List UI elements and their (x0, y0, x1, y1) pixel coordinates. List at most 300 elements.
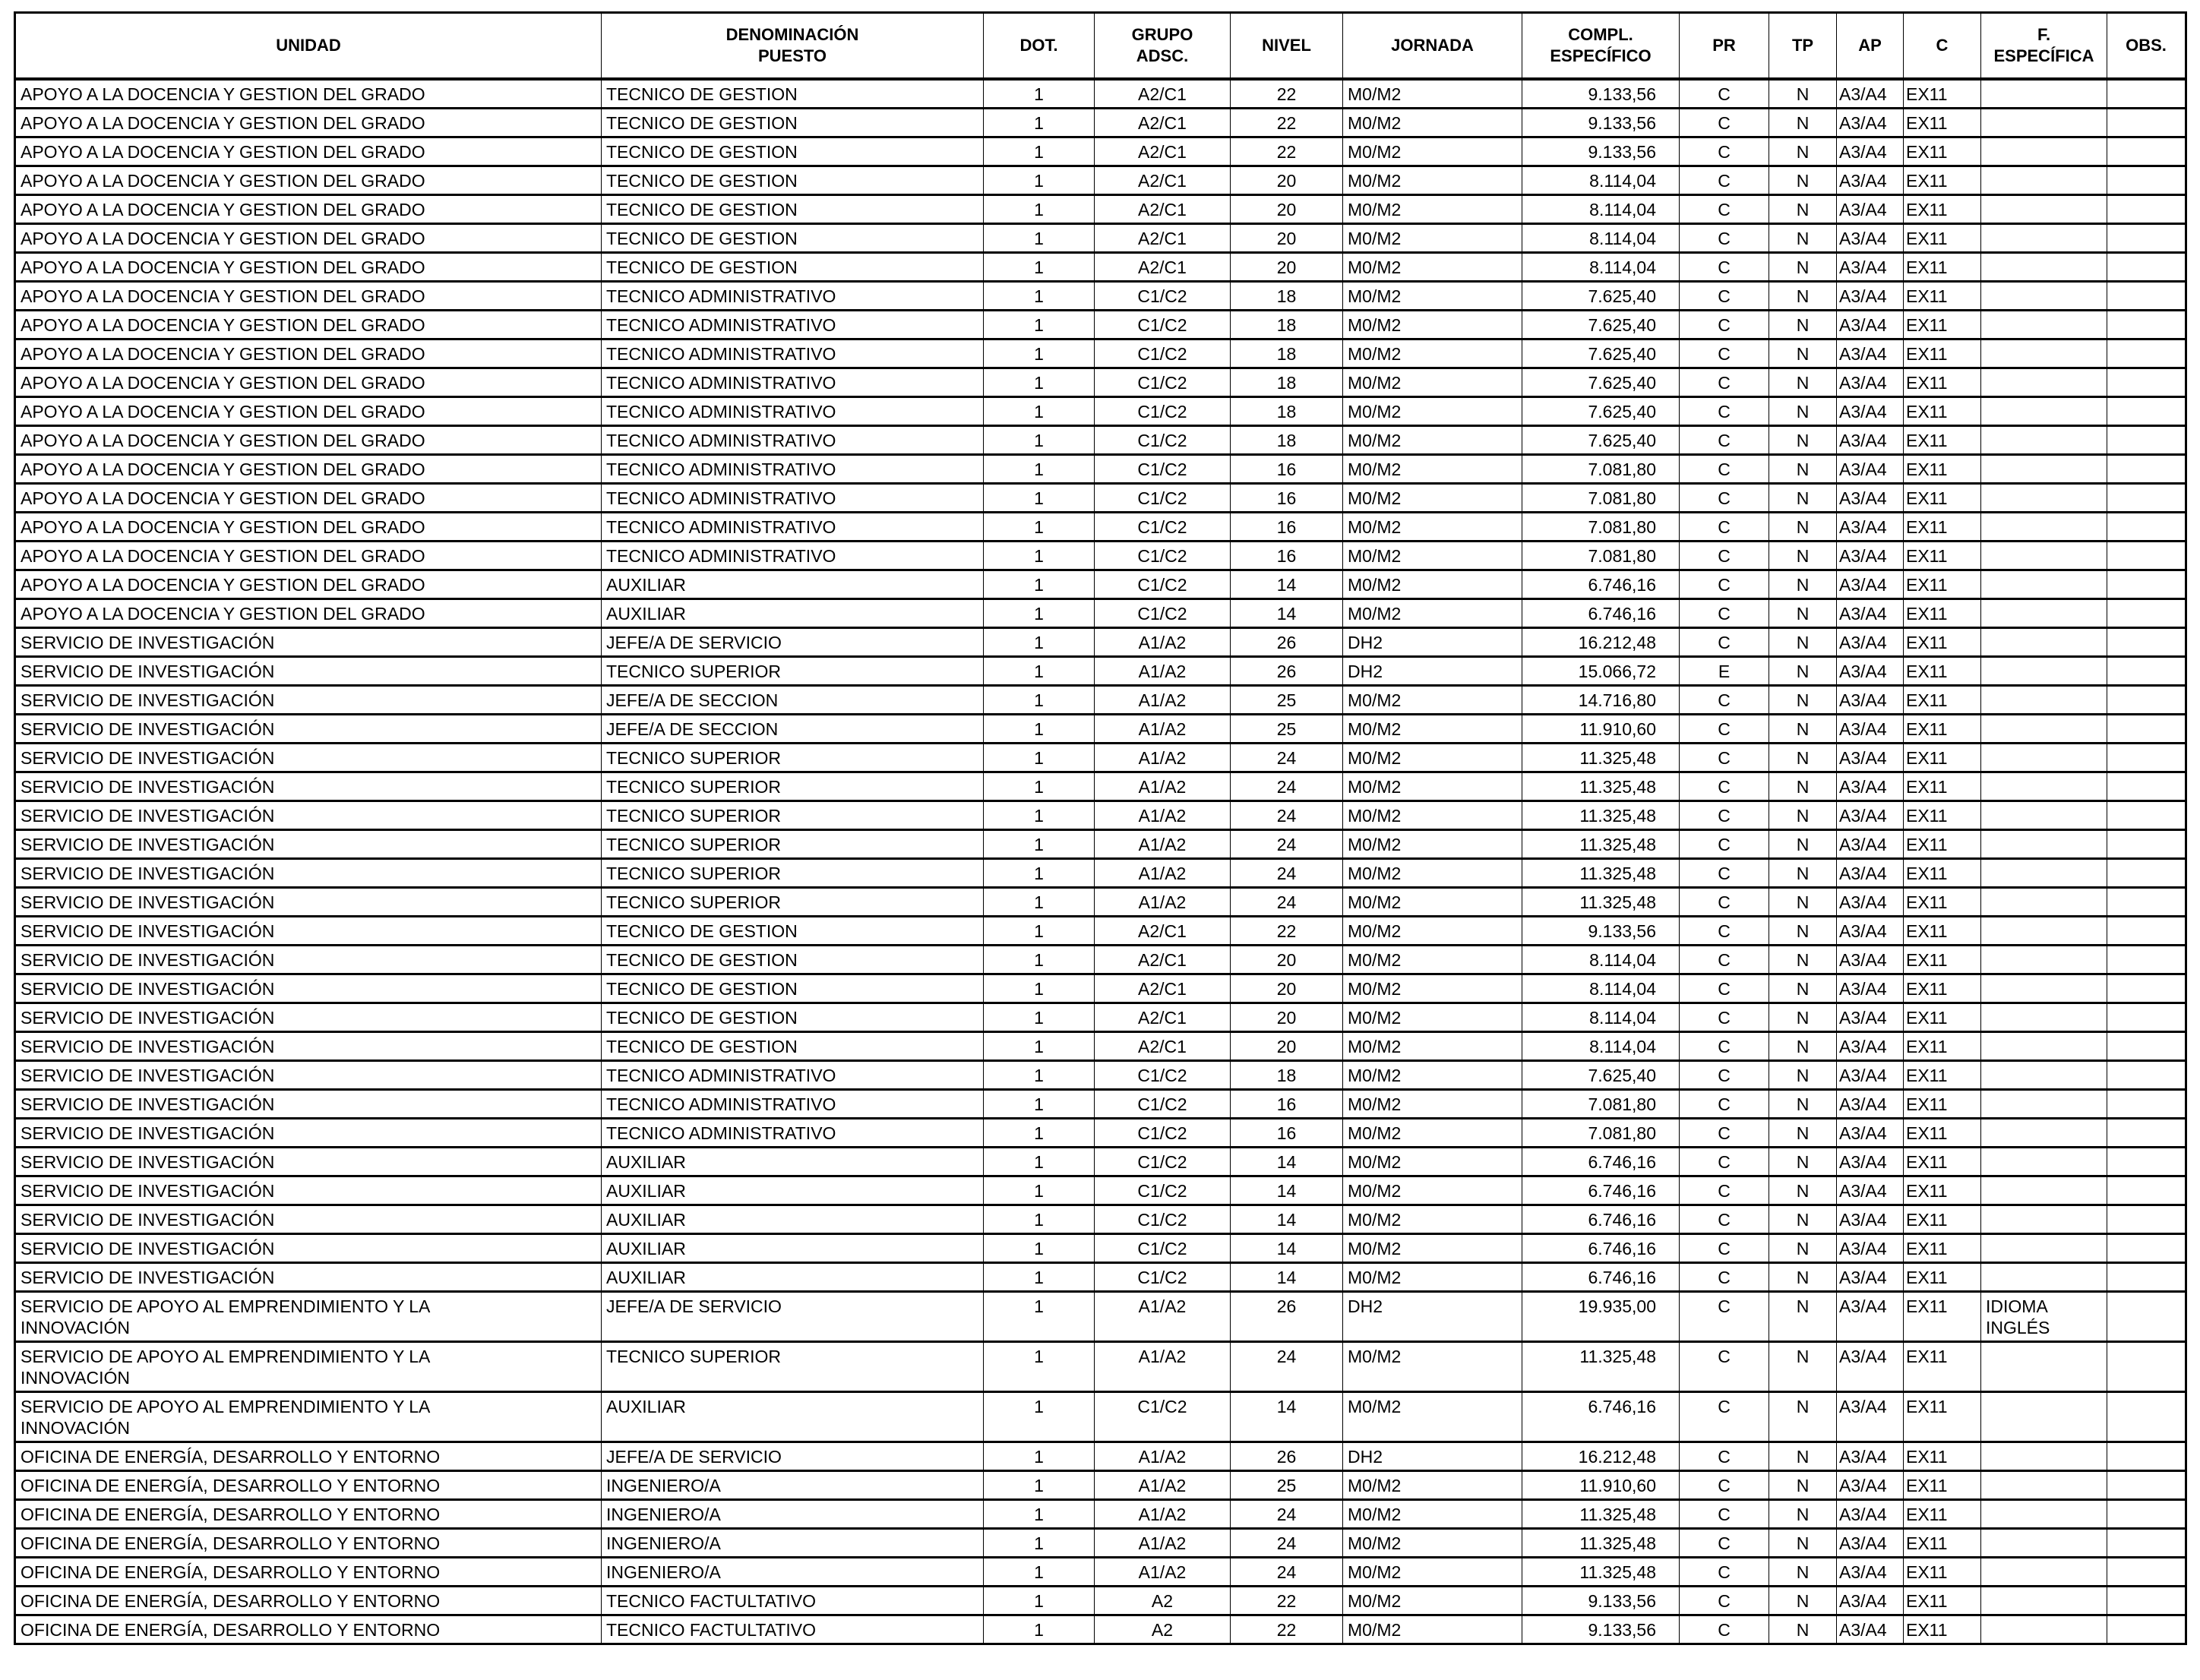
nivel-text: 20 (1276, 257, 1297, 277)
nivel-text: 25 (1276, 1476, 1297, 1495)
cell-c (1904, 1263, 1981, 1292)
cell-unidad (15, 137, 602, 166)
cell-unidad (15, 859, 602, 888)
cell-pr (1680, 657, 1769, 686)
ap-text: A3/A4 (1839, 200, 1887, 219)
cell-unidad (15, 1500, 602, 1529)
cell-obs (2107, 484, 2186, 513)
cell-grupo (1095, 368, 1231, 397)
cell-nivel (1231, 542, 1343, 570)
tp-text: N (1796, 892, 1810, 912)
dot-text: 1 (1034, 748, 1044, 768)
jornada-text: M0/M2 (1348, 113, 1402, 133)
cell-ap (1837, 224, 1904, 253)
cell-unidad (15, 1558, 602, 1587)
dot-text: 1 (1034, 344, 1044, 364)
unidad-text: APOYO A LA DOCENCIA Y GESTION DEL GRADO (21, 113, 425, 133)
cell-jornada (1343, 195, 1522, 224)
cell-obs (2107, 1471, 2186, 1500)
dot-text: 1 (1034, 113, 1044, 133)
cell-pr (1680, 166, 1769, 195)
ap-text: A3/A4 (1839, 1476, 1887, 1495)
cell-pr (1680, 484, 1769, 513)
cell-compl-especifico (1522, 1148, 1680, 1176)
cell-denominacion (602, 339, 984, 368)
cell-nivel (1231, 282, 1343, 311)
table-row (15, 339, 2186, 368)
cell-nivel (1231, 1205, 1343, 1234)
cell-pr (1680, 1061, 1769, 1090)
unidad-text: APOYO A LA DOCENCIA Y GESTION DEL GRADO (21, 344, 425, 364)
c-text: EX11 (1906, 229, 1948, 248)
c-text: EX11 (1906, 1152, 1948, 1172)
c-text: EX11 (1906, 1123, 1948, 1143)
cell-c (1904, 1148, 1981, 1176)
header-tp: TP (1769, 13, 1837, 80)
denominacion-text: TECNICO SUPERIOR (606, 748, 782, 768)
unidad-text: SERVICIO DE INVESTIGACIÓN (21, 864, 275, 883)
cell-denominacion (602, 253, 984, 282)
cell-obs (2107, 1205, 2186, 1234)
cell-jornada (1343, 1148, 1522, 1176)
cell-f-especifica (1981, 484, 2107, 513)
cell-nivel (1231, 1148, 1343, 1176)
cell-denominacion (602, 1032, 984, 1061)
dot-text: 1 (1034, 229, 1044, 248)
compl-especifico-text: 7.081,80 (1588, 1123, 1656, 1143)
cell-dot (984, 830, 1095, 859)
cell-obs (2107, 801, 2186, 830)
ap-text: A3/A4 (1839, 229, 1887, 248)
tp-text: N (1796, 373, 1810, 393)
jornada-text: M0/M2 (1348, 979, 1402, 999)
pr-text: C (1718, 459, 1731, 479)
cell-nivel (1231, 1392, 1343, 1442)
cell-tp (1769, 109, 1837, 137)
tp-text: N (1796, 1008, 1810, 1028)
tp-text: N (1796, 748, 1810, 768)
cell-ap (1837, 888, 1904, 917)
jornada-text: M0/M2 (1348, 1066, 1402, 1085)
pr-text: C (1718, 892, 1731, 912)
cell-tp (1769, 1558, 1837, 1587)
cell-ap (1837, 628, 1904, 657)
dot-text: 1 (1034, 1037, 1044, 1056)
cell-jornada (1343, 282, 1522, 311)
tp-text: N (1796, 1210, 1810, 1230)
nivel-text: 24 (1276, 1562, 1297, 1582)
denominacion-text: INGENIERO/A (606, 1533, 721, 1553)
unidad-text: APOYO A LA DOCENCIA Y GESTION DEL GRADO (21, 373, 425, 393)
table-row (15, 1205, 2186, 1234)
cell-obs (2107, 79, 2186, 109)
pr-text: C (1718, 402, 1731, 422)
denominacion-text: INGENIERO/A (606, 1505, 721, 1524)
compl-especifico-text: 11.325,48 (1579, 806, 1656, 826)
denominacion-text: TECNICO DE GESTION (606, 1037, 798, 1056)
jornada-text: M0/M2 (1348, 1152, 1402, 1172)
cell-compl-especifico (1522, 137, 1680, 166)
pr-text: C (1718, 1397, 1731, 1416)
cell-ap (1837, 1558, 1904, 1587)
cell-denominacion (602, 1119, 984, 1148)
cell-nivel (1231, 1558, 1343, 1587)
c-text: EX11 (1906, 892, 1948, 912)
cell-grupo (1095, 1119, 1231, 1148)
cell-ap (1837, 744, 1904, 772)
cell-f-especifica (1981, 282, 2107, 311)
cell-ap (1837, 397, 1904, 426)
cell-pr (1680, 917, 1769, 946)
nivel-text: 22 (1276, 921, 1297, 941)
cell-unidad (15, 397, 602, 426)
cell-denominacion (602, 1342, 984, 1392)
cell-tp (1769, 1205, 1837, 1234)
tp-text: N (1796, 1268, 1810, 1287)
cell-jornada (1343, 830, 1522, 859)
ap-text: A3/A4 (1839, 690, 1887, 710)
c-text: EX11 (1906, 1591, 1948, 1611)
compl-especifico-text: 7.081,80 (1588, 459, 1656, 479)
c-text: EX11 (1906, 1447, 1948, 1467)
tp-text: N (1796, 84, 1810, 104)
cell-tp (1769, 339, 1837, 368)
cell-pr (1680, 1615, 1769, 1644)
cell-ap (1837, 974, 1904, 1003)
jornada-text: DH2 (1348, 1447, 1383, 1467)
nivel-text: 16 (1276, 1123, 1297, 1143)
cell-tp (1769, 1234, 1837, 1263)
c-text: EX11 (1906, 950, 1948, 970)
cell-obs (2107, 195, 2186, 224)
denominacion-text: TECNICO DE GESTION (606, 979, 798, 999)
unidad-text: SERVICIO DE INVESTIGACIÓN (21, 1210, 275, 1230)
cell-c (1904, 339, 1981, 368)
dot-text: 1 (1034, 777, 1044, 797)
denominacion-text: AUXILIAR (606, 575, 686, 595)
tp-text: N (1796, 402, 1810, 422)
cell-compl-especifico (1522, 339, 1680, 368)
denominacion-text: AUXILIAR (606, 1152, 686, 1172)
cell-jornada (1343, 1392, 1522, 1442)
tp-text: N (1796, 546, 1810, 566)
cell-obs (2107, 628, 2186, 657)
compl-especifico-text: 6.746,16 (1588, 1152, 1656, 1172)
cell-nivel (1231, 455, 1343, 484)
cell-dot (984, 1587, 1095, 1615)
cell-grupo (1095, 1342, 1231, 1392)
cell-pr (1680, 1342, 1769, 1392)
nivel-text: 20 (1276, 171, 1297, 191)
cell-obs (2107, 570, 2186, 599)
cell-ap (1837, 772, 1904, 801)
cell-nivel (1231, 657, 1343, 686)
cell-ap (1837, 311, 1904, 339)
cell-unidad (15, 455, 602, 484)
cell-grupo (1095, 109, 1231, 137)
grupo-text: C1/C2 (1137, 431, 1187, 450)
cell-dot (984, 1119, 1095, 1148)
cell-obs (2107, 1234, 2186, 1263)
cell-grupo (1095, 1442, 1231, 1471)
cell-denominacion (602, 1529, 984, 1558)
cell-grupo (1095, 1176, 1231, 1205)
cell-unidad (15, 253, 602, 282)
cell-dot (984, 339, 1095, 368)
tp-text: N (1796, 517, 1810, 537)
unidad-text: OFICINA DE ENERGÍA, DESARROLLO Y ENTORNO (21, 1533, 441, 1553)
cell-nivel (1231, 859, 1343, 888)
unidad-text: APOYO A LA DOCENCIA Y GESTION DEL GRADO (21, 171, 425, 191)
denominacion-text: INGENIERO/A (606, 1476, 721, 1495)
cell-ap (1837, 657, 1904, 686)
c-text: EX11 (1906, 835, 1948, 854)
pr-text: C (1718, 1562, 1731, 1582)
cell-f-especifica (1981, 1032, 2107, 1061)
cell-compl-especifico (1522, 715, 1680, 744)
cell-f-especifica (1981, 253, 2107, 282)
jornada-text: M0/M2 (1348, 1533, 1402, 1553)
c-text: EX11 (1906, 1620, 1948, 1640)
compl-especifico-text: 8.114,04 (1589, 229, 1656, 248)
pr-text: C (1718, 979, 1731, 999)
cell-c (1904, 1205, 1981, 1234)
cell-c (1904, 1234, 1981, 1263)
ap-text: A3/A4 (1839, 488, 1887, 508)
grupo-text: A2 (1151, 1620, 1174, 1640)
jornada-text: M0/M2 (1348, 1505, 1402, 1524)
table-row (15, 1176, 2186, 1205)
dot-text: 1 (1034, 171, 1044, 191)
cell-jornada (1343, 888, 1522, 917)
cell-c (1904, 599, 1981, 628)
cell-denominacion (602, 1558, 984, 1587)
tp-text: N (1796, 142, 1810, 162)
cell-pr (1680, 888, 1769, 917)
cell-tp (1769, 1392, 1837, 1442)
table-row (15, 888, 2186, 917)
grupo-text: C1/C2 (1137, 546, 1187, 566)
cell-dot (984, 1615, 1095, 1644)
cell-nivel (1231, 1061, 1343, 1090)
cell-c (1904, 1003, 1981, 1032)
cell-c (1904, 1342, 1981, 1392)
denominacion-text: TECNICO ADMINISTRATIVO (606, 546, 836, 566)
cell-nivel (1231, 888, 1343, 917)
unidad-text: OFICINA DE ENERGÍA, DESARROLLO Y ENTORNO (21, 1476, 441, 1495)
cell-grupo (1095, 1587, 1231, 1615)
cell-dot (984, 484, 1095, 513)
cell-f-especifica (1981, 628, 2107, 657)
jornada-text: M0/M2 (1348, 690, 1402, 710)
ap-text: A3/A4 (1839, 719, 1887, 739)
tp-text: N (1796, 459, 1810, 479)
cell-grupo (1095, 542, 1231, 570)
grupo-text: A2 (1151, 1591, 1174, 1611)
dot-text: 1 (1034, 1152, 1044, 1172)
cell-unidad (15, 1234, 602, 1263)
cell-f-especifica (1981, 657, 2107, 686)
cell-denominacion (602, 1061, 984, 1090)
cell-grupo (1095, 859, 1231, 888)
cell-compl-especifico (1522, 195, 1680, 224)
nivel-text: 14 (1276, 1268, 1297, 1287)
cell-denominacion (602, 368, 984, 397)
nivel-text: 16 (1276, 1094, 1297, 1114)
pr-text: C (1718, 229, 1731, 248)
cell-nivel (1231, 224, 1343, 253)
denominacion-text: TECNICO DE GESTION (606, 200, 798, 219)
table-row (15, 628, 2186, 657)
cell-obs (2107, 513, 2186, 542)
ap-text: A3/A4 (1839, 1152, 1887, 1172)
compl-especifico-text: 8.114,04 (1589, 257, 1656, 277)
cell-compl-especifico (1522, 426, 1680, 455)
dot-text: 1 (1034, 286, 1044, 306)
cell-jornada (1343, 570, 1522, 599)
cell-f-especifica (1981, 166, 2107, 195)
header-obs: OBS. (2107, 13, 2186, 80)
grupo-text: C1/C2 (1137, 1152, 1187, 1172)
cell-c (1904, 974, 1981, 1003)
dot-text: 1 (1034, 431, 1044, 450)
table-row (15, 1090, 2186, 1119)
jornada-text: M0/M2 (1348, 142, 1402, 162)
denominacion-text: TECNICO DE GESTION (606, 1008, 798, 1028)
cell-nivel (1231, 628, 1343, 657)
cell-denominacion (602, 1292, 984, 1342)
cell-c (1904, 1558, 1981, 1587)
cell-c (1904, 513, 1981, 542)
cell-grupo (1095, 1263, 1231, 1292)
tp-text: N (1796, 1239, 1810, 1258)
compl-especifico-text: 9.133,56 (1588, 1591, 1656, 1611)
cell-compl-especifico (1522, 830, 1680, 859)
pr-text: C (1718, 806, 1731, 826)
cell-c (1904, 484, 1981, 513)
cell-dot (984, 1090, 1095, 1119)
cell-obs (2107, 1292, 2186, 1342)
tp-text: N (1796, 806, 1810, 826)
jornada-text: M0/M2 (1348, 286, 1402, 306)
cell-compl-especifico (1522, 1032, 1680, 1061)
cell-ap (1837, 859, 1904, 888)
cell-ap (1837, 1148, 1904, 1176)
dot-text: 1 (1034, 402, 1044, 422)
pr-text: C (1718, 1008, 1731, 1028)
pr-text: C (1718, 864, 1731, 883)
compl-especifico-text: 6.746,16 (1588, 1268, 1656, 1287)
cell-jornada (1343, 426, 1522, 455)
cell-obs (2107, 1442, 2186, 1471)
compl-especifico-text: 11.325,48 (1579, 748, 1656, 768)
nivel-text: 24 (1276, 835, 1297, 854)
tp-text: N (1796, 1181, 1810, 1201)
c-text: EX11 (1906, 84, 1948, 104)
unidad-text: APOYO A LA DOCENCIA Y GESTION DEL GRADO (21, 315, 425, 335)
cell-grupo (1095, 628, 1231, 657)
cell-dot (984, 570, 1095, 599)
unidad-text: SERVICIO DE INVESTIGACIÓN (21, 1239, 275, 1258)
cell-c (1904, 801, 1981, 830)
cell-c (1904, 1442, 1981, 1471)
tp-text: N (1796, 257, 1810, 277)
jornada-text: M0/M2 (1348, 257, 1402, 277)
cell-f-especifica (1981, 1587, 2107, 1615)
cell-tp (1769, 1615, 1837, 1644)
c-text: EX11 (1906, 431, 1948, 450)
cell-dot (984, 1032, 1095, 1061)
ap-text: A3/A4 (1839, 662, 1887, 681)
table-row (15, 224, 2186, 253)
cell-compl-especifico (1522, 744, 1680, 772)
compl-especifico-text: 7.625,40 (1588, 315, 1656, 335)
unidad-text: SERVICIO DE INVESTIGACIÓN (21, 1037, 275, 1056)
denominacion-text: TECNICO DE GESTION (606, 921, 798, 941)
cell-f-especifica (1981, 715, 2107, 744)
cell-dot (984, 1471, 1095, 1500)
nivel-text: 24 (1276, 748, 1297, 768)
cell-obs (2107, 657, 2186, 686)
pr-text: C (1718, 1094, 1731, 1114)
cell-compl-especifico (1522, 224, 1680, 253)
ap-text: A3/A4 (1839, 1505, 1887, 1524)
grupo-text: A1/A2 (1138, 1447, 1187, 1467)
cell-denominacion (602, 715, 984, 744)
nivel-text: 24 (1276, 1533, 1297, 1553)
grupo-text: A1/A2 (1138, 806, 1187, 826)
cell-nivel (1231, 339, 1343, 368)
pr-text: C (1718, 373, 1731, 393)
c-text: EX11 (1906, 459, 1948, 479)
denominacion-text: TECNICO ADMINISTRATIVO (606, 1094, 836, 1114)
cell-unidad (15, 1342, 602, 1392)
grupo-text: C1/C2 (1137, 1397, 1187, 1416)
cell-dot (984, 744, 1095, 772)
cell-nivel (1231, 1292, 1343, 1342)
cell-compl-especifico (1522, 1615, 1680, 1644)
cell-unidad (15, 426, 602, 455)
cell-dot (984, 1392, 1095, 1442)
cell-nivel (1231, 715, 1343, 744)
tp-text: N (1796, 979, 1810, 999)
denominacion-text: AUXILIAR (606, 1210, 686, 1230)
cell-denominacion (602, 166, 984, 195)
denominacion-text: AUXILIAR (606, 604, 686, 624)
cell-jornada (1343, 1205, 1522, 1234)
nivel-text: 18 (1276, 1066, 1297, 1085)
cell-compl-especifico (1522, 1392, 1680, 1442)
cell-jornada (1343, 1500, 1522, 1529)
cell-denominacion (602, 1003, 984, 1032)
nivel-text: 26 (1276, 1447, 1297, 1467)
table-row (15, 455, 2186, 484)
cell-obs (2107, 1032, 2186, 1061)
cell-pr (1680, 974, 1769, 1003)
cell-pr (1680, 1205, 1769, 1234)
cell-tp (1769, 1471, 1837, 1500)
cell-unidad (15, 830, 602, 859)
cell-f-especifica (1981, 1342, 2107, 1392)
grupo-text: A2/C1 (1138, 1008, 1187, 1028)
table-row (15, 1615, 2186, 1644)
cell-ap (1837, 1090, 1904, 1119)
nivel-text: 26 (1276, 1296, 1297, 1316)
cell-unidad (15, 79, 602, 109)
jornada-text: M0/M2 (1348, 517, 1402, 537)
cell-unidad (15, 1176, 602, 1205)
cell-denominacion (602, 1471, 984, 1500)
